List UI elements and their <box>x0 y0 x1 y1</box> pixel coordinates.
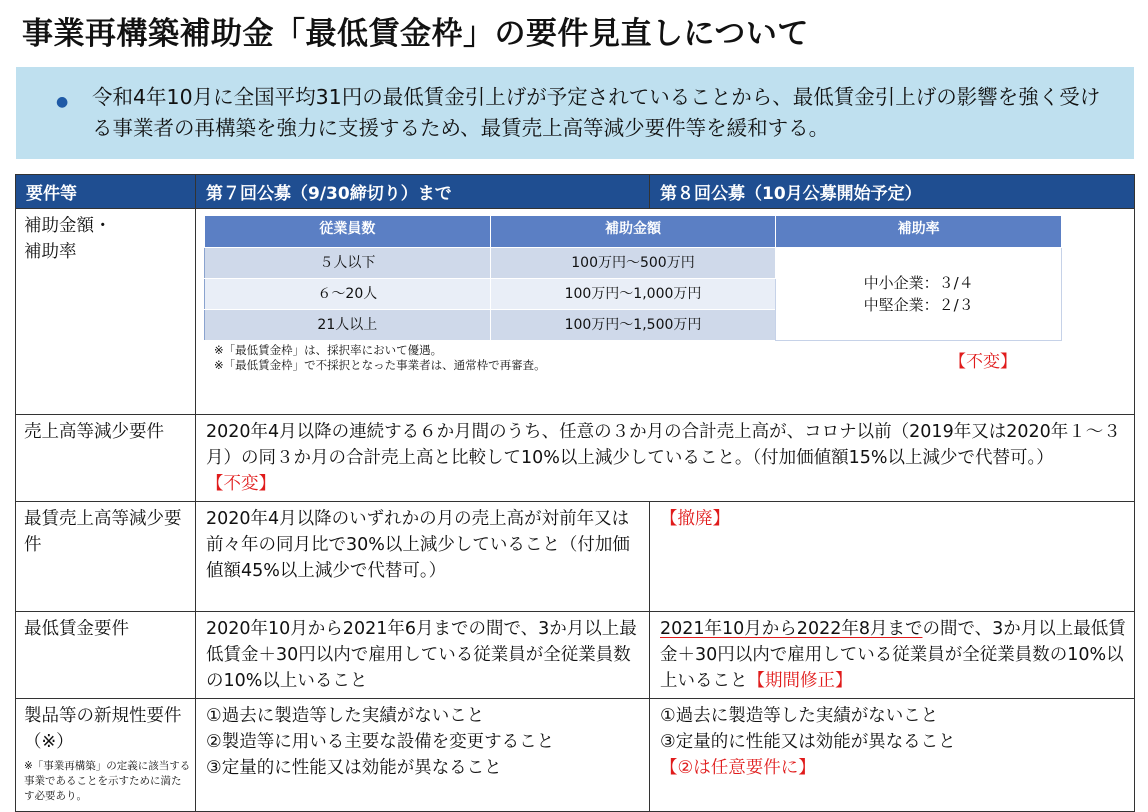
summary-box <box>16 67 1134 159</box>
novelty-note: ※「事業再構築」の定義に該当する事業であることを示すために満たす必要あり。 <box>24 760 191 802</box>
novelty-label: 製品等の新規性要件（※） <box>24 706 182 752</box>
header-row <box>16 175 1135 209</box>
employees-cell: ６～20人 <box>205 279 491 310</box>
subsidy-note-2: ※「最低賃金枠」で不採択となった事業者は、通常枠で再審査。 <box>214 358 546 372</box>
rate-mid: 中堅企業：２/３ <box>863 296 974 314</box>
novelty-after-tag: 【②は任意要件に】 <box>660 758 816 778</box>
subsidy-subtable <box>204 215 1062 341</box>
header-requirement: 要件等 <box>16 175 196 209</box>
novelty-after-1: ①過去に製造等した実績がないこと <box>660 706 939 726</box>
minwage-before: 2020年10月から2021年6月までの間で、3か月以上最低賃金＋30円以内で雇用している従業員が全従業員数の10%以上いること <box>196 612 650 699</box>
sales-decline-label: 売上高等減少要件 <box>16 415 196 502</box>
requirements-table <box>15 174 1135 812</box>
minwage-sales-row <box>16 502 1135 612</box>
bullet-icon: ● <box>56 94 69 110</box>
subsidy-unchanged-tag: 【不変】 <box>949 352 1017 372</box>
sub-header-rate: 補助率 <box>776 216 1062 248</box>
minwage-sales-after-tag: 【撤廃】 <box>660 509 730 529</box>
novelty-before-1: ①過去に製造等した実績がないこと <box>206 706 485 726</box>
minwage-row <box>16 612 1135 699</box>
sales-decline-tag: 【不変】 <box>206 474 276 494</box>
minwage-after-text: の間で、3か月以上最低賃金＋30円以内で雇用している従業員が全従業員数の10%以上いること <box>660 619 1126 691</box>
sub-header-employees: 従業員数 <box>205 216 491 248</box>
rate-cell <box>776 248 1062 341</box>
novelty-row <box>16 699 1135 812</box>
header-round8: 第８回公募（10月公募開始予定） <box>650 175 1135 209</box>
amount-cell: 100万円～500万円 <box>490 248 776 279</box>
employees-cell: ５人以下 <box>205 248 491 279</box>
subsidy-notes <box>214 343 546 373</box>
subsidy-row <box>16 209 1135 415</box>
amount-cell: 100万円～1,000万円 <box>490 279 776 310</box>
table-row <box>205 248 1062 279</box>
page-title: 事業再構築補助金「最低賃金枠」の要件見直しについて <box>22 16 809 52</box>
novelty-before-3: ③定量的に性能又は効能が異なること <box>206 758 502 778</box>
sales-decline-row <box>16 415 1135 502</box>
minwage-sales-before: 2020年4月以降のいずれかの月の売上高が対前年又は前々年の同月比で30%以上減少していること（付加価値額45%以上減少で代替可。） <box>196 502 650 612</box>
subsidy-note-1: ※「最低賃金枠」は、採択率において優遇。 <box>214 343 443 357</box>
minwage-sales-label: 最賃売上高等減少要件 <box>16 502 196 612</box>
sales-decline-text: 2020年4月以降の連続する６か月間のうち、任意の３か月の合計売上高が、コロナ以前（2019年又は2020年１～３月）の同３か月の合計売上高と比較して10%以上減少していること。（付加価値額15%以上減少で代替可。） <box>206 422 1121 468</box>
minwage-after-tag: 【期間修正】 <box>747 671 853 691</box>
minwage-label: 最低賃金要件 <box>16 612 196 699</box>
amount-cell: 100万円～1,500万円 <box>490 310 776 341</box>
employees-cell: 21人以上 <box>205 310 491 341</box>
summary-text: 令和4年10月に全国平均31円の最低賃金引上げが予定されていることから、最低賃金引上げの影響を強く受ける事業者の再構築を強力に支援するため、最賃売上高等減少要件等を緩和する。 <box>92 85 1101 140</box>
novelty-before-2: ②製造等に用いる主要な設備を変更すること <box>206 732 555 752</box>
header-round7: 第７回公募（9/30締切り）まで <box>196 175 650 209</box>
novelty-after-3: ③定量的に性能又は効能が異なること <box>660 732 956 752</box>
subsidy-label: 補助金額・ 補助率 <box>16 209 196 415</box>
minwage-after-period: 2021年10月から2022年8月まで <box>660 619 923 639</box>
sub-header-amount: 補助金額 <box>490 216 776 248</box>
rate-sme: 中小企業：３/４ <box>863 274 974 292</box>
